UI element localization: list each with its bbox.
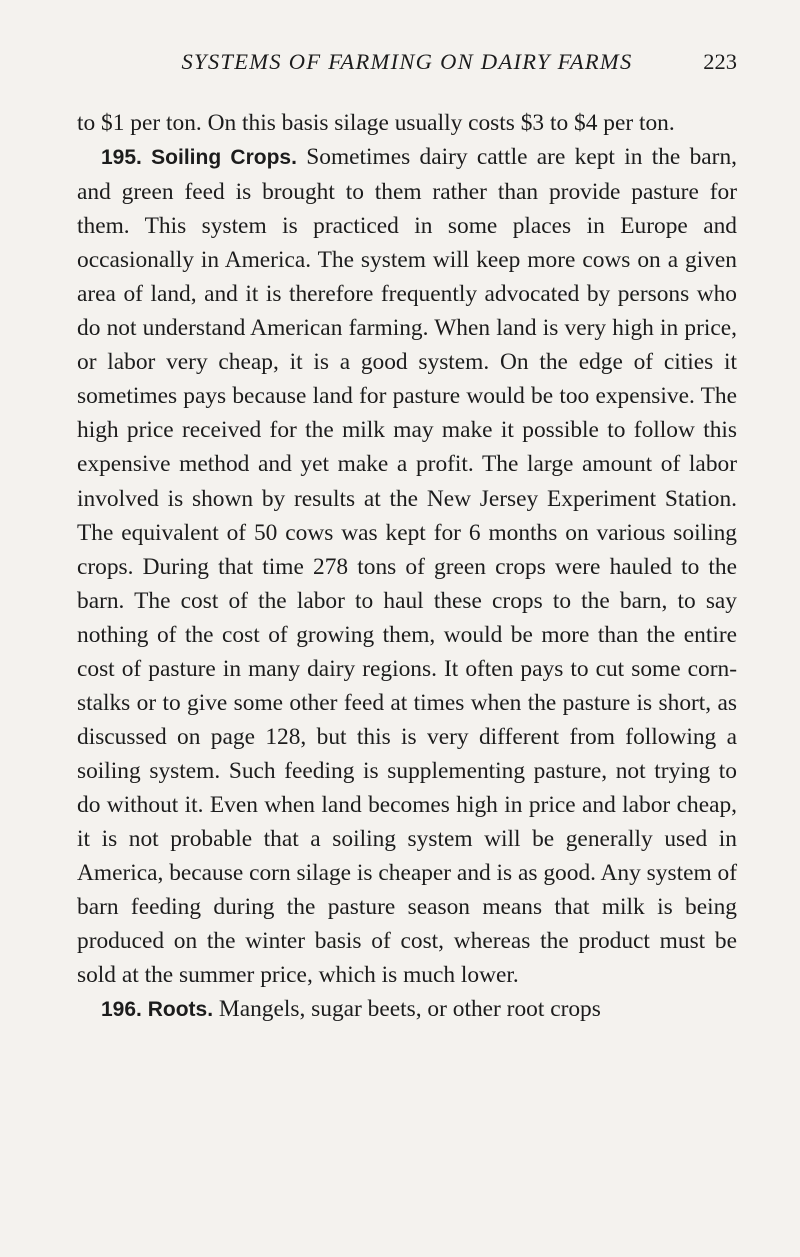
paragraph-text: to $1 per ton. On this basis silage usually costs $3 to $4 per ton. [77, 110, 675, 136]
paragraph-roots [77, 992, 737, 1027]
book-page [77, 44, 737, 1027]
body-text [77, 106, 737, 1027]
section-heading-195: 195. Soiling Crops. [101, 146, 297, 170]
paragraph-text: Mangels, sugar beets, or other root crops [218, 996, 601, 1023]
paragraph-soiling-crops [77, 140, 737, 992]
page-number: 223 [703, 49, 737, 74]
paragraph-continuation [77, 106, 737, 140]
running-head [77, 44, 737, 80]
running-title: SYSTEMS OF FARMING ON DAIRY FARMS [181, 49, 633, 74]
paragraph-text: Sometimes dairy cattle are kept in the barn, and green feed is brought to them rather than provide pasture for them. This system is practiced in some places in Europe and occasionally in America. The system will keep more cows on a given area of land, and it is therefore frequently advocated by persons who do not understand American farming. When land is very high in price, or labor very cheap, it is a good system. On the edge of cities it sometimes pays because land for pasture would be too expensive. The high price received for the milk may make it possible to follow this expensive method and yet make a profit. The large amount of labor involved is shown by results at the New Jersey Experiment Station. The equivalent of 50 cows was kept for 6 months on various soiling crops. During that time 278 tons of green crops were hauled to the barn. The cost of the labor to haul these crops to the barn, to say nothing of the cost of growing them, would be more than the entire cost of pasture in many dairy regions. It often pays to cut some corn-stalks or to give some other feed at times when the pasture is short, as discussed on page 128, but this is very different from following a soiling system. Such feeding is supplementing pasture, not trying to do without it. Even when land becomes high in price and labor cheap, it is not probable that a soiling system will be generally used in America, because corn silage is cheaper and is as good. Any system of barn feeding during the pasture season means that milk is being produced on the winter basis of cost, whereas the product must be sold at the summer price, which is much lower. [77, 144, 737, 989]
section-heading-196: 196. Roots. [101, 998, 214, 1022]
